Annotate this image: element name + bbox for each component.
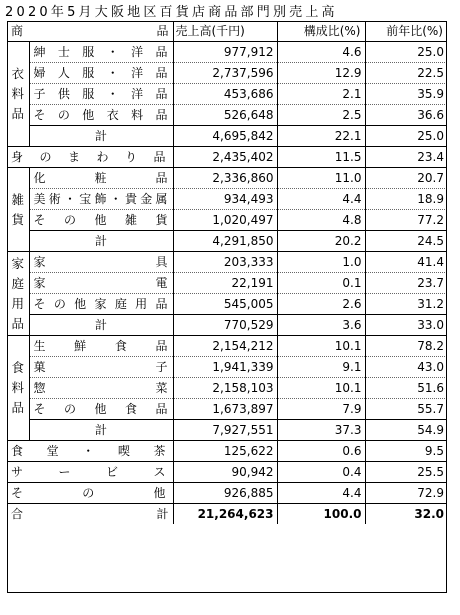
- yoy-cell: 54.9: [365, 420, 447, 441]
- item-name: 菓子: [33, 360, 169, 374]
- report-title: 2020年5月大阪地区百貨店商品部門別売上高: [5, 5, 338, 20]
- yoy-cell: 33.0: [365, 315, 447, 336]
- sales-cell: 2,737,596: [173, 63, 277, 84]
- table-row: [7, 105, 447, 126]
- table-row: [7, 378, 447, 399]
- grand-total-label-left: 合: [11, 507, 24, 521]
- table-row: [7, 63, 447, 84]
- item-name: 身のまわり品: [11, 150, 167, 164]
- category-label-char: 品: [11, 400, 24, 415]
- table-row: [7, 441, 447, 462]
- category-label-char: 庭: [11, 275, 24, 291]
- item-name: サービス: [11, 465, 167, 479]
- table-row: [7, 42, 447, 63]
- share-cell: 22.1: [277, 126, 365, 147]
- yoy-cell: 41.4: [365, 252, 447, 273]
- sales-cell: 934,493: [173, 189, 277, 210]
- item-name-cell: [7, 462, 173, 483]
- table-row: [7, 336, 447, 357]
- sales-cell: 2,154,212: [173, 336, 277, 357]
- item-name: 紳士服・洋品: [33, 45, 169, 59]
- table-row: [7, 84, 447, 105]
- yoy-cell: 25.0: [365, 126, 447, 147]
- item-name: 婦人服・洋品: [33, 66, 169, 80]
- header-item-cell: [7, 21, 173, 42]
- yoy-cell: 31.2: [365, 294, 447, 315]
- yoy-cell: 23.4: [365, 147, 447, 168]
- sales-cell: 1,673,897: [173, 399, 277, 420]
- item-name: 美術・宝飾・貴金属: [33, 192, 169, 206]
- subtotal-label: 計: [29, 420, 173, 441]
- table-row: [7, 294, 447, 315]
- share-cell: 10.1: [277, 336, 365, 357]
- sales-cell: 21,264,623: [173, 504, 277, 525]
- category-label: [7, 168, 29, 252]
- category-label: [7, 252, 29, 336]
- share-cell: 4.4: [277, 483, 365, 504]
- sales-cell: 770,529: [173, 315, 277, 336]
- yoy-cell: 9.5: [365, 441, 447, 462]
- share-cell: 100.0: [277, 504, 365, 525]
- item-name: その他衣料品: [33, 108, 169, 122]
- grand-total-row: [7, 504, 447, 525]
- yoy-cell: 18.9: [365, 189, 447, 210]
- subtotal-row: [7, 420, 447, 441]
- sales-table: [7, 21, 447, 524]
- sales-cell: 526,648: [173, 105, 277, 126]
- sales-cell: 203,333: [173, 252, 277, 273]
- category-label: [7, 42, 29, 147]
- table-header-row: [7, 21, 447, 42]
- yoy-cell: 78.2: [365, 336, 447, 357]
- item-name: その他: [11, 486, 167, 500]
- yoy-cell: 35.9: [365, 84, 447, 105]
- item-name: その他家庭用品: [33, 297, 169, 311]
- category-label: [7, 336, 29, 441]
- share-cell: 11.0: [277, 168, 365, 189]
- share-cell: 20.2: [277, 231, 365, 252]
- header-item-right: 品: [156, 24, 169, 38]
- table-row: [7, 399, 447, 420]
- sales-cell: 545,005: [173, 294, 277, 315]
- item-name-cell: [7, 441, 173, 462]
- share-cell: 2.6: [277, 294, 365, 315]
- item-name: 家電: [33, 276, 169, 290]
- yoy-cell: 36.6: [365, 105, 447, 126]
- table-row: [7, 168, 447, 189]
- category-label-char: 衣: [11, 66, 24, 81]
- item-name-cell: [29, 84, 173, 105]
- yoy-cell: 43.0: [365, 357, 447, 378]
- yoy-cell: 20.7: [365, 168, 447, 189]
- item-name: 子供服・洋品: [33, 87, 169, 101]
- share-cell: 2.1: [277, 84, 365, 105]
- share-cell: 7.9: [277, 399, 365, 420]
- item-name-cell: [29, 357, 173, 378]
- item-name-cell: [29, 378, 173, 399]
- category-label-char: 料: [11, 380, 24, 395]
- category-label-char: 料: [11, 86, 24, 101]
- yoy-cell: 25.5: [365, 462, 447, 483]
- grand-total-label-right: 計: [156, 507, 169, 521]
- item-name: その他食品: [33, 402, 169, 416]
- sales-cell: 2,158,103: [173, 378, 277, 399]
- table-row: [7, 189, 447, 210]
- sales-cell: 125,622: [173, 441, 277, 462]
- item-name: 生鮮食品: [33, 339, 169, 353]
- sales-cell: 926,885: [173, 483, 277, 504]
- sales-cell: 453,686: [173, 84, 277, 105]
- yoy-cell: 22.5: [365, 63, 447, 84]
- subtotal-row: [7, 126, 447, 147]
- subtotal-label: 計: [29, 315, 173, 336]
- item-name-cell: [7, 147, 173, 168]
- sales-cell: 1,020,497: [173, 210, 277, 231]
- sales-cell: 1,941,339: [173, 357, 277, 378]
- share-cell: 0.4: [277, 462, 365, 483]
- category-label-char: 雑: [11, 191, 24, 207]
- share-cell: 4.6: [277, 42, 365, 63]
- yoy-cell: 72.9: [365, 483, 447, 504]
- yoy-cell: 24.5: [365, 231, 447, 252]
- item-name-cell: [7, 483, 173, 504]
- grand-total-label: [7, 504, 173, 525]
- share-cell: 10.1: [277, 378, 365, 399]
- item-name-cell: [29, 189, 173, 210]
- share-cell: 0.1: [277, 273, 365, 294]
- sales-cell: 22,191: [173, 273, 277, 294]
- header-share: 構成比(%): [277, 21, 365, 42]
- yoy-cell: 32.0: [365, 504, 447, 525]
- item-name-cell: [29, 168, 173, 189]
- category-label-char: 食: [11, 360, 24, 375]
- item-name-cell: [29, 105, 173, 126]
- header-yoy: 前年比(%): [365, 21, 447, 42]
- category-label-char: 品: [11, 315, 24, 331]
- yoy-cell: 51.6: [365, 378, 447, 399]
- yoy-cell: 23.7: [365, 273, 447, 294]
- item-name-cell: [29, 336, 173, 357]
- share-cell: 12.9: [277, 63, 365, 84]
- header-sales: 売上高(千円): [173, 21, 277, 42]
- share-cell: 4.8: [277, 210, 365, 231]
- category-label-char: 貨: [11, 211, 24, 227]
- table-row: [7, 462, 447, 483]
- share-cell: 4.4: [277, 189, 365, 210]
- item-name-cell: [29, 399, 173, 420]
- subtotal-row: [7, 231, 447, 252]
- table-row: [7, 483, 447, 504]
- share-cell: 3.6: [277, 315, 365, 336]
- sales-cell: 2,435,402: [173, 147, 277, 168]
- table-row: [7, 147, 447, 168]
- share-cell: 37.3: [277, 420, 365, 441]
- sales-cell: 4,695,842: [173, 126, 277, 147]
- item-name-cell: [29, 210, 173, 231]
- share-cell: 2.5: [277, 105, 365, 126]
- sales-cell: 2,336,860: [173, 168, 277, 189]
- table-row: [7, 357, 447, 378]
- subtotal-label: 計: [29, 126, 173, 147]
- item-name: 惣菜: [33, 381, 169, 395]
- subtotal-row: [7, 315, 447, 336]
- item-name: 食堂・喫茶: [11, 444, 167, 458]
- item-name-cell: [29, 273, 173, 294]
- header-item-left: 商: [11, 24, 24, 38]
- share-cell: 11.5: [277, 147, 365, 168]
- item-name: 化粧品: [33, 171, 169, 185]
- item-name-cell: [29, 42, 173, 63]
- yoy-cell: 55.7: [365, 399, 447, 420]
- table-row: [7, 273, 447, 294]
- category-label-char: 家: [11, 255, 24, 271]
- category-label-char: 品: [11, 106, 24, 121]
- item-name-cell: [29, 252, 173, 273]
- subtotal-label: 計: [29, 231, 173, 252]
- sales-cell: 977,912: [173, 42, 277, 63]
- yoy-cell: 77.2: [365, 210, 447, 231]
- sales-cell: 90,942: [173, 462, 277, 483]
- yoy-cell: 25.0: [365, 42, 447, 63]
- share-cell: 1.0: [277, 252, 365, 273]
- category-label-char: 用: [11, 295, 24, 311]
- sales-table-body: [7, 21, 447, 524]
- sales-cell: 7,927,551: [173, 420, 277, 441]
- item-name: その他雑貨: [33, 213, 169, 227]
- item-name-cell: [29, 63, 173, 84]
- table-row: [7, 210, 447, 231]
- item-name-cell: [29, 294, 173, 315]
- share-cell: 9.1: [277, 357, 365, 378]
- sales-cell: 4,291,850: [173, 231, 277, 252]
- share-cell: 0.6: [277, 441, 365, 462]
- item-name: 家具: [33, 255, 169, 269]
- table-row: [7, 252, 447, 273]
